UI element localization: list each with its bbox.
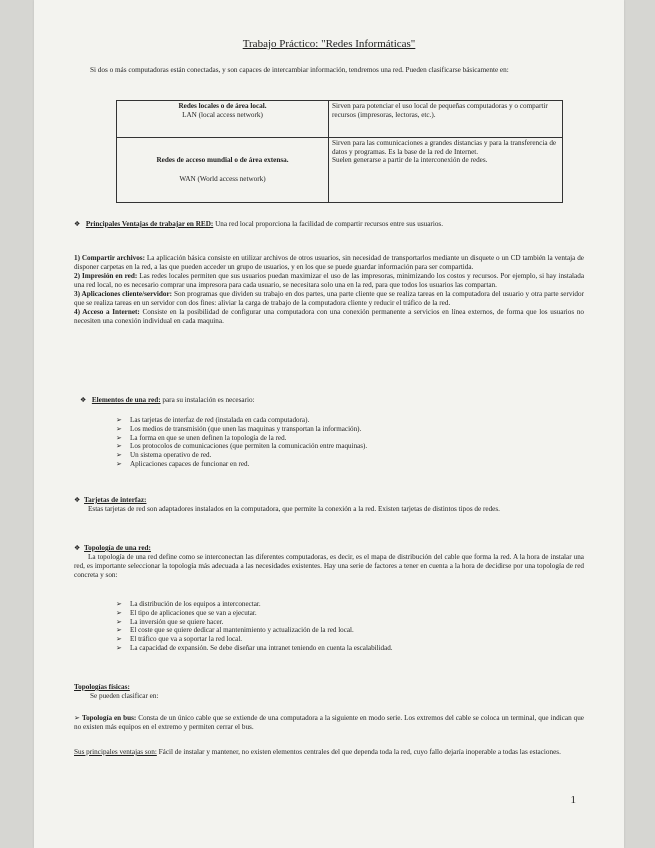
list-item: ➢ La forma en que se unen definen la topología de la red.	[116, 433, 287, 442]
arrow-bullet-icon: ➢	[116, 626, 122, 635]
bus-ventajas-text: Fácil de instalar y mantener, no existen elementos centrales del que dependa toda la red, cuyo fallo dejaría inoperable a todas las estaciones.	[158, 748, 561, 756]
wan-abbr: WAN (World access network)	[179, 175, 266, 183]
elementos-heading: Elementos de una red:	[91, 396, 161, 404]
list-item: ➢ Los medios de transmisión (que unen las maquinas y transportan la información).	[116, 424, 362, 433]
arrow-bullet-icon: ➢	[116, 459, 122, 468]
table-row	[117, 138, 563, 203]
list-item: ➢ La inversión que se quiere hacer.	[116, 617, 224, 626]
wan-description-extra: Suelen generarse a partir de la interconexión de redes.	[332, 156, 488, 165]
list-item: 4) Acceso a Internet: Consiste en la posibilidad de configurar una computadora con una conexión permanente a servicios en línea externos, de forma que los usuarios no necesiten una conexión individual en cada maquina.	[74, 308, 585, 325]
bus-paragraph	[74, 714, 584, 732]
lan-abbr: LAN (local access network)	[182, 110, 263, 119]
fisicas-sub: Se pueden clasificar en:	[90, 692, 159, 700]
elementos-section	[80, 396, 580, 405]
arrow-bullet-icon: ➢	[116, 608, 122, 617]
list-item: ➢ Aplicaciones capaces de funcionar en red.	[116, 459, 250, 468]
list-item: 1) Compartir archivos: La aplicación básica consiste en utilizar archivos de otros usuarios, sin necesidad de transportarlos mediante un disquete o un CD también la ventaja de disponer carpetas en la red, a las que pueden acceder un grupo de usuarios, y en los que se puede guardar información para ser compartida.	[74, 254, 584, 271]
topologia-heading: Topología de una red:	[84, 544, 151, 552]
lan-description: Sirven para potenciar el uso local de pequeñas computadoras y o compartir recursos (impresoras, lectoras, etc.).	[329, 101, 563, 138]
list-item: ➢ El tráfico que va a soportar la red local.	[116, 635, 243, 644]
document-page	[34, 0, 624, 848]
arrow-bullet-icon: ➢	[74, 714, 81, 722]
topologia-list	[116, 600, 576, 653]
diamond-bullet-icon: ❖	[74, 496, 81, 504]
ventajas-list	[74, 254, 584, 326]
fisicas-heading: Topologías físicas:	[74, 683, 130, 691]
arrow-bullet-icon: ➢	[116, 416, 122, 424]
bus-ventajas-label: Sus principales ventajas son:	[74, 748, 157, 756]
wan-description: Sirven para las comunicaciones a grandes distancias y para la transferencia de datos y programas. Es la base de la red de Internet.	[332, 139, 557, 156]
arrow-bullet-icon: ➢	[116, 600, 122, 608]
elementos-list	[116, 416, 576, 469]
diamond-bullet-icon: ❖	[74, 220, 81, 228]
network-types-table	[116, 100, 563, 203]
tarjetas-section	[74, 496, 584, 514]
tarjetas-text: Estas tarjetas de red son adaptadores instalados en la computadora, que permite la conexión a la red. Existen tarjetas de distintos tipos de redes.	[88, 505, 500, 513]
page-title: Trabajo Práctico: "Redes Informáticas"	[242, 38, 416, 50]
topologias-fisicas-section	[74, 683, 584, 701]
list-item: ➢ Las tarjetas de interfaz de red (instalada en cada computadora).	[116, 416, 310, 424]
arrow-bullet-icon: ➢	[116, 424, 122, 433]
tarjetas-heading: Tarjetas de interfaz:	[84, 496, 147, 504]
table-row	[117, 101, 563, 138]
topologia-text: La topología de una red define como se interconectan las diferentes computadoras, es decir, es el mapa de distribución del cable que forma la red. A la hora de instalar una red, es importante seleccionar la topología más adecuada a las necesidades existentes. Hay una serie de factores a tener en cuenta a la hora de decidirse por una topología de red concreta y son:	[74, 553, 584, 579]
bus-label: Topología en bus:	[81, 714, 137, 722]
list-item: ➢ La distribución de los equipos a interconectar.	[116, 600, 261, 608]
list-item: ➢ Los protocolos de comunicaciones (que permiten la comunicación entre maquinas).	[116, 442, 368, 451]
list-item: ➢ El tipo de aplicaciones que se van a ejecutar.	[116, 608, 257, 617]
wan-name: Redes de acceso mundial o de área extensa.	[156, 156, 289, 165]
list-item: ➢ La capacidad de expansión. Se debe diseñar una intranet teniendo en cuenta la escalabilidad.	[116, 643, 393, 652]
ventajas-section	[74, 220, 582, 229]
diamond-bullet-icon: ❖	[74, 544, 81, 552]
list-item: ➢ Un sistema operativo de red.	[116, 451, 212, 460]
bus-text: Consta de un único cable que se extiende de una computadora a la siguiente en modo serie. Los extremos del cable se coloca un terminal, que indican que no existen más equipos en el extremo y permiten cerrar el bus.	[74, 714, 584, 731]
list-item: 3) Aplicaciones cliente/servidor: Son programas que dividen su trabajo en dos partes, una parte cliente que se realiza tareas en la computadora del usuario y otra parte servidor que se realiza tareas en un servidor con dos fines: aliviar la carga de trabajo de la computadora cliente y reducir el tráfico de la red.	[74, 290, 585, 307]
diamond-bullet-icon: ❖	[80, 396, 87, 404]
arrow-bullet-icon: ➢	[116, 643, 122, 652]
lan-name: Redes locales o de área local.	[178, 102, 267, 110]
intro-paragraph: Si dos o más computadoras están conectadas, y son capaces de intercambiar información, tendremos una red. Pueden clasificarse básicamente en:	[90, 66, 509, 74]
arrow-bullet-icon: ➢	[116, 451, 122, 460]
topologia-section	[74, 544, 584, 580]
arrow-bullet-icon: ➢	[116, 617, 122, 626]
bus-ventajas-paragraph	[74, 748, 584, 757]
arrow-bullet-icon: ➢	[116, 433, 122, 442]
list-item: 2) Impresión en red: Las redes locales permiten que sus usuarios puedan maximizar el uso de las impresoras, minimizando los costos y recursos. Por ejemplo, si hay instalada una red local, no es necesario comprar una impresora para cada usuario, se necesitara solo una en la red, para que todos los usuarios las compartan.	[74, 272, 585, 289]
elementos-text: para su instalación es necesario:	[162, 396, 255, 404]
arrow-bullet-icon: ➢	[116, 635, 122, 644]
page-number: 1	[570, 794, 576, 806]
ventajas-text: Una red local proporciona la facilidad de compartir recursos entre sus usuarios.	[215, 220, 444, 228]
ventajas-heading: Principales Ventajas de trabajar en RED:	[85, 220, 214, 228]
list-item: ➢ El coste que se quiere dedicar al mantenimiento y actualización de la red local.	[116, 626, 354, 635]
arrow-bullet-icon: ➢	[116, 442, 122, 451]
